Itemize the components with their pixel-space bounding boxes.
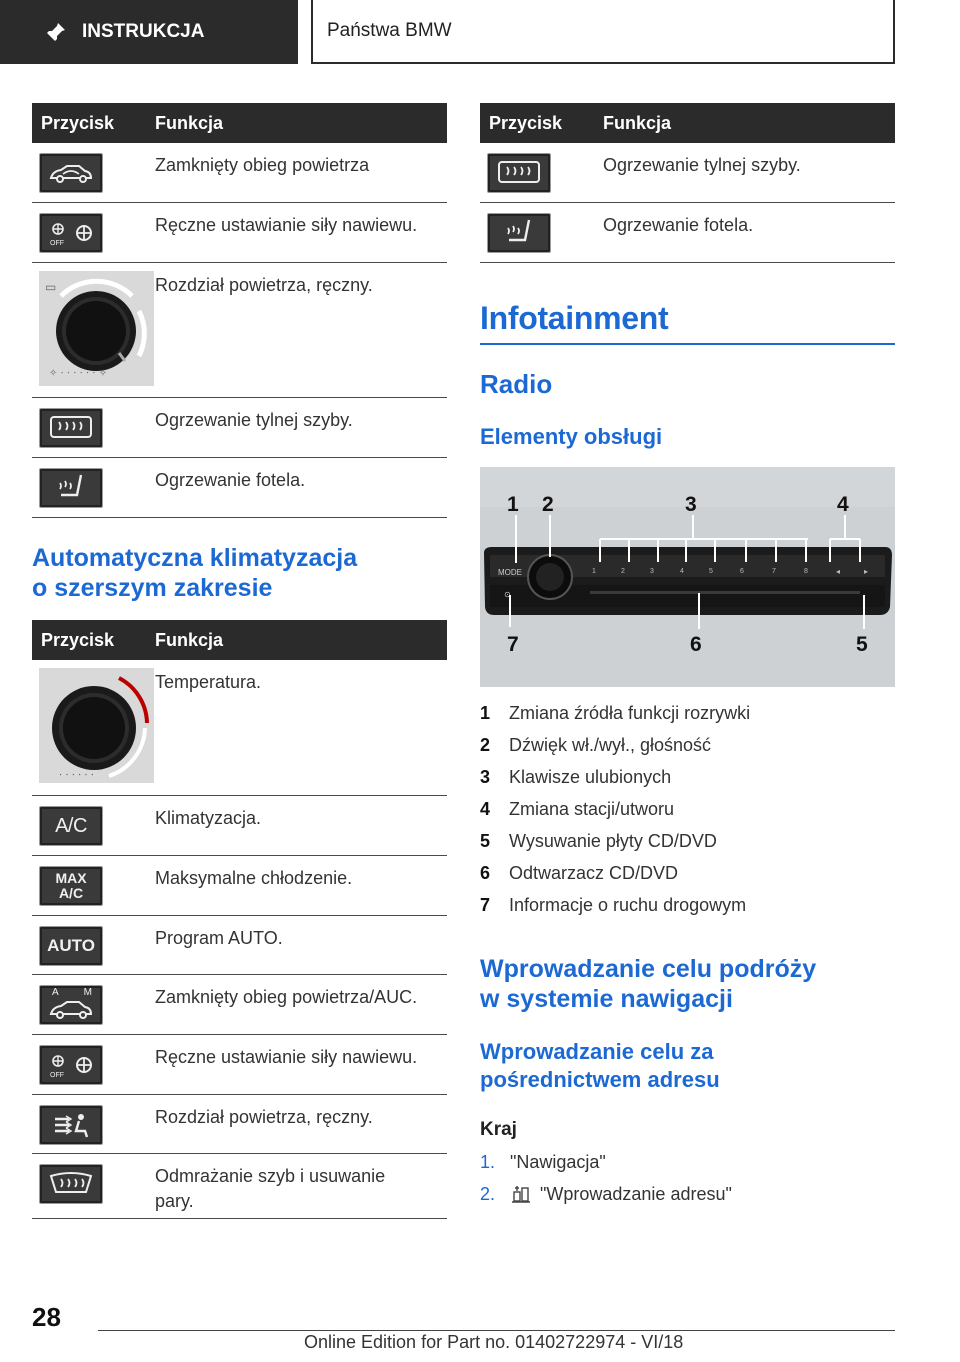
function-text: Klimatyzacja. bbox=[155, 808, 262, 828]
step-text: "Nawigacja" bbox=[510, 1151, 606, 1172]
section-title-line: Automatyczna klimatyzacja bbox=[32, 544, 358, 572]
ac-label: A/C bbox=[55, 814, 87, 837]
function-text: Maksymalne chłodzenie. bbox=[155, 868, 353, 888]
list-item bbox=[480, 1178, 732, 1210]
rear-window-heating-icon bbox=[487, 153, 551, 193]
rear-window-heating-icon bbox=[39, 408, 103, 448]
auc-a-label: A bbox=[52, 987, 59, 998]
table-row bbox=[32, 916, 447, 975]
table-row bbox=[32, 143, 447, 203]
section-title-line: Wprowadzanie celu za bbox=[480, 1039, 714, 1064]
subsection-title-controls: Elementy obsługi bbox=[480, 424, 663, 449]
table-row bbox=[32, 796, 447, 856]
function-text: Rozdział powietrza, ręczny. bbox=[155, 275, 373, 295]
steps-list bbox=[480, 1146, 732, 1210]
function-text: Ogrzewanie fotela. bbox=[155, 470, 306, 490]
max-ac-icon bbox=[39, 866, 103, 906]
section-title-line: Wprowadzanie celu podróży bbox=[480, 955, 817, 983]
table-row bbox=[480, 143, 895, 203]
header-chapter-label: Państwa BMW bbox=[327, 20, 452, 41]
function-text: Ręczne ustawianie siły nawiewu. bbox=[155, 215, 418, 235]
function-text: Program AUTO. bbox=[155, 928, 283, 948]
svg-text:▭: ▭ bbox=[45, 280, 57, 294]
list-item bbox=[480, 793, 750, 825]
col-header-button: Przycisk bbox=[41, 112, 115, 133]
list-item bbox=[480, 1146, 732, 1178]
callout-2: 2 bbox=[542, 493, 554, 516]
ac-label: A/C bbox=[58, 885, 84, 901]
function-text bbox=[155, 1154, 447, 1218]
col-header-button: Przycisk bbox=[41, 629, 115, 650]
function-text: Ogrzewanie tylnej szyby. bbox=[155, 410, 353, 430]
photo-preset-8: 8 bbox=[804, 568, 808, 575]
subsection-title-address bbox=[480, 1038, 720, 1094]
col-header-function: Funkcja bbox=[155, 112, 224, 133]
ac-icon bbox=[39, 806, 103, 846]
section-title-line: o szerszym zakresie bbox=[32, 574, 273, 602]
photo-next-arrow: ▸ bbox=[864, 567, 869, 576]
legend-number: 7 bbox=[480, 894, 491, 915]
page-number: 28 bbox=[32, 1302, 61, 1332]
legend-text: Klawisze ulubionych bbox=[509, 766, 672, 787]
svg-text:✧ ⋅ ⋅ ⋅ ⋅ ⋅ ⋅ ✧: ✧ ⋅ ⋅ ⋅ ⋅ ⋅ ⋅ ✧ bbox=[49, 368, 108, 379]
table-row bbox=[32, 458, 447, 518]
function-text-line: Odmrażanie szyb i usuwanie bbox=[155, 1166, 386, 1186]
legend-number: 5 bbox=[480, 830, 491, 851]
section-title-infotainment: Infotainment bbox=[480, 300, 895, 345]
table-row bbox=[32, 1095, 447, 1154]
photo-traffic-label: ⊙ bbox=[504, 590, 511, 599]
table-header bbox=[32, 103, 447, 143]
windshield-defrost-icon bbox=[39, 1164, 103, 1204]
list-item bbox=[480, 729, 750, 761]
legend-number: 6 bbox=[480, 862, 491, 883]
list-item bbox=[480, 697, 750, 729]
legend-number: 1 bbox=[480, 702, 491, 723]
photo-preset-5: 5 bbox=[709, 568, 713, 575]
legend-text: Dźwięk wł./wył., głośność bbox=[509, 734, 712, 755]
fan-off-icon bbox=[39, 213, 103, 253]
subsection-title-radio: Radio bbox=[480, 369, 553, 399]
list-item bbox=[480, 761, 750, 793]
legend-number: 3 bbox=[480, 766, 491, 787]
svg-text:OFF: OFF bbox=[50, 1072, 64, 1079]
temperature-knob-icon bbox=[39, 668, 154, 783]
callout-5: 5 bbox=[856, 633, 868, 656]
header-section-label: INSTRUKCJA bbox=[82, 21, 205, 42]
recirculation-car-icon bbox=[39, 153, 103, 193]
function-text: Temperatura. bbox=[155, 672, 262, 692]
function-text: Ręczne ustawianie siły nawiewu. bbox=[155, 1047, 418, 1067]
fan-off-icon bbox=[39, 1045, 103, 1085]
legend-text: Zmiana źródła funkcji rozrywki bbox=[509, 702, 751, 723]
section-title-climate bbox=[32, 543, 357, 603]
function-text: Zamknięty obieg powietrza/AUC. bbox=[155, 987, 418, 1007]
legend-text: Odtwarzacz CD/DVD bbox=[509, 862, 679, 883]
callout-6: 6 bbox=[690, 633, 702, 656]
section-title-line: w systemie nawigacji bbox=[480, 985, 733, 1013]
legend-text: Informacje o ruchu drogowym bbox=[509, 894, 747, 915]
function-text: Rozdział powietrza, ręczny. bbox=[155, 1107, 373, 1127]
photo-mode-label: MODE bbox=[498, 568, 522, 577]
list-item bbox=[480, 889, 750, 921]
step-number: 2. bbox=[480, 1183, 496, 1204]
svg-text:⋅ ⋅ ⋅ ⋅ ⋅ ⋅: ⋅ ⋅ ⋅ ⋅ ⋅ ⋅ bbox=[59, 770, 94, 781]
max-label: MAX bbox=[55, 870, 87, 886]
seat-heating-icon bbox=[487, 213, 551, 253]
list-item bbox=[480, 825, 750, 857]
header-section-tab bbox=[0, 0, 298, 64]
photo-preset-1: 1 bbox=[592, 568, 596, 575]
auto-icon bbox=[39, 926, 103, 966]
table-header bbox=[32, 620, 447, 660]
subsection-title-navigation bbox=[480, 954, 816, 1014]
callout-7: 7 bbox=[507, 633, 519, 656]
table-row bbox=[480, 203, 895, 263]
list-item bbox=[480, 857, 750, 889]
legend-number: 2 bbox=[480, 734, 491, 755]
air-distribution-icon bbox=[39, 1105, 103, 1145]
recirculation-auc-icon bbox=[39, 985, 103, 1025]
photo-preset-4: 4 bbox=[680, 568, 684, 575]
table-row bbox=[32, 263, 447, 398]
header-chapter-box bbox=[311, 0, 895, 64]
table-row bbox=[32, 856, 447, 916]
buttons-table-left-bottom bbox=[32, 620, 447, 1219]
photo-preset-3: 3 bbox=[650, 568, 654, 575]
buttons-table-left-top bbox=[32, 103, 447, 518]
footer-rule bbox=[98, 1330, 895, 1331]
auc-m-label: M bbox=[83, 987, 92, 998]
footer-edition: Online Edition for Part no. 01402722974 - VI/18 bbox=[304, 1332, 684, 1352]
svg-text:OFF: OFF bbox=[50, 240, 64, 247]
buttons-table-right bbox=[480, 103, 895, 263]
table-row bbox=[32, 1035, 447, 1095]
air-distribution-knob-icon bbox=[39, 271, 154, 386]
table-row bbox=[32, 975, 447, 1035]
callout-1: 1 bbox=[507, 493, 519, 516]
col-header-function: Funkcja bbox=[155, 629, 224, 650]
callout-3: 3 bbox=[685, 493, 697, 516]
photo-preset-7: 7 bbox=[772, 568, 776, 575]
step-text: "Wprowadzanie adresu" bbox=[540, 1183, 732, 1204]
radio-legend-list bbox=[480, 697, 750, 921]
country-heading: Kraj bbox=[480, 1119, 517, 1140]
table-header bbox=[480, 103, 895, 143]
radio-controls-photo bbox=[480, 467, 895, 687]
function-text: Zamknięty obieg powietrza bbox=[155, 155, 370, 175]
function-text: Ogrzewanie tylnej szyby. bbox=[603, 155, 801, 175]
photo-preset-6: 6 bbox=[740, 568, 744, 575]
table-row bbox=[32, 203, 447, 263]
table-row bbox=[32, 398, 447, 458]
photo-prev-arrow: ◂ bbox=[836, 567, 841, 576]
function-text-line: pary. bbox=[155, 1191, 194, 1211]
legend-text: Zmiana stacji/utworu bbox=[509, 798, 675, 819]
section-title-line: pośrednictwem adresu bbox=[480, 1067, 720, 1092]
table-row bbox=[32, 1154, 447, 1219]
auto-label: AUTO bbox=[47, 936, 95, 955]
step-number: 1. bbox=[480, 1151, 496, 1172]
callout-4: 4 bbox=[837, 493, 849, 516]
legend-text: Wysuwanie płyty CD/DVD bbox=[509, 830, 717, 851]
function-text: Ogrzewanie fotela. bbox=[603, 215, 754, 235]
legend-number: 4 bbox=[480, 798, 491, 819]
table-row bbox=[32, 660, 447, 796]
seat-heating-icon bbox=[39, 468, 103, 508]
col-header-function: Funkcja bbox=[603, 112, 672, 133]
address-input-icon bbox=[510, 1183, 532, 1205]
photo-preset-2: 2 bbox=[621, 568, 625, 575]
col-header-button: Przycisk bbox=[489, 112, 563, 133]
pin-icon bbox=[44, 20, 68, 44]
